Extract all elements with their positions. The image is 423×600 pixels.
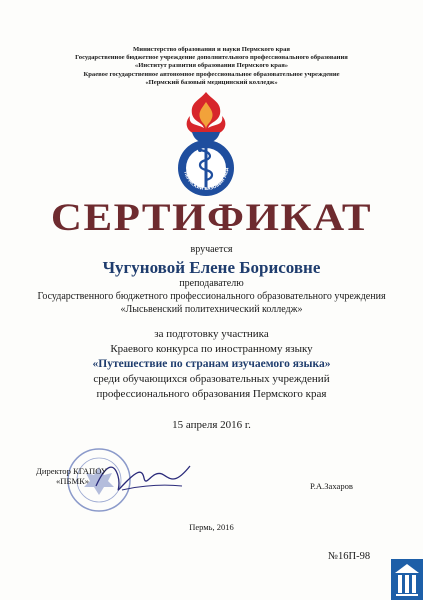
- recipient-position: преподавателю: [179, 278, 244, 289]
- college-emblem-icon: [160, 88, 252, 198]
- signature-icon: [92, 456, 197, 504]
- director-block: [36, 466, 107, 486]
- header-line-college-type: Краевое государственное автономное профессиональное образовательное учреждение: [83, 70, 340, 78]
- corner-logo-icon: [391, 559, 423, 600]
- certificate-number: №16П-98: [328, 551, 371, 562]
- director-name: Р.А.Захаров: [310, 481, 353, 491]
- city-year: Пермь, 2016: [189, 522, 234, 532]
- organization-line2: «Лысьвенский политехнический колледж»: [120, 304, 303, 315]
- header-line-college-name: «Пермский базовый медицинский колледж»: [145, 78, 278, 86]
- reason-line3: среди обучающихся образовательных учреждений: [93, 373, 330, 385]
- certificate-title: СЕРТИФИКАТ: [50, 196, 373, 240]
- director-title: Директор КГАПОУ: [36, 466, 108, 476]
- organization-line1: Государственного бюджетного профессионального образовательного учреждения: [37, 291, 386, 302]
- certificate-date: 15 апреля 2016 г.: [172, 419, 251, 431]
- director-org: «ПБМК»: [56, 476, 90, 486]
- reason-line4: профессионального образования Пермского края: [96, 388, 327, 400]
- emblem-ring-text: ПЕРМСКИЙ БАЗОВЫЙ МЕД: [183, 167, 230, 192]
- header-line-institute-name: «Институт развития образования Пермского края»: [134, 62, 289, 70]
- header-block: [0, 46, 423, 87]
- reason-line2: Краевого конкурса по иностранному языку: [110, 343, 313, 355]
- competition-name: «Путешествие по странам изучаемого языка»: [92, 358, 331, 370]
- header-line-ministry: Министерство образования и науки Пермского края: [133, 46, 290, 53]
- recipient-name: Чугуновой Елене Борисовне: [102, 258, 321, 277]
- awarded-text: вручается: [190, 244, 233, 255]
- reason-line1: за подготовку участника: [154, 328, 269, 340]
- header-line-institution: Государственное бюджетное учреждение дополнительного профессионального образования: [75, 54, 348, 62]
